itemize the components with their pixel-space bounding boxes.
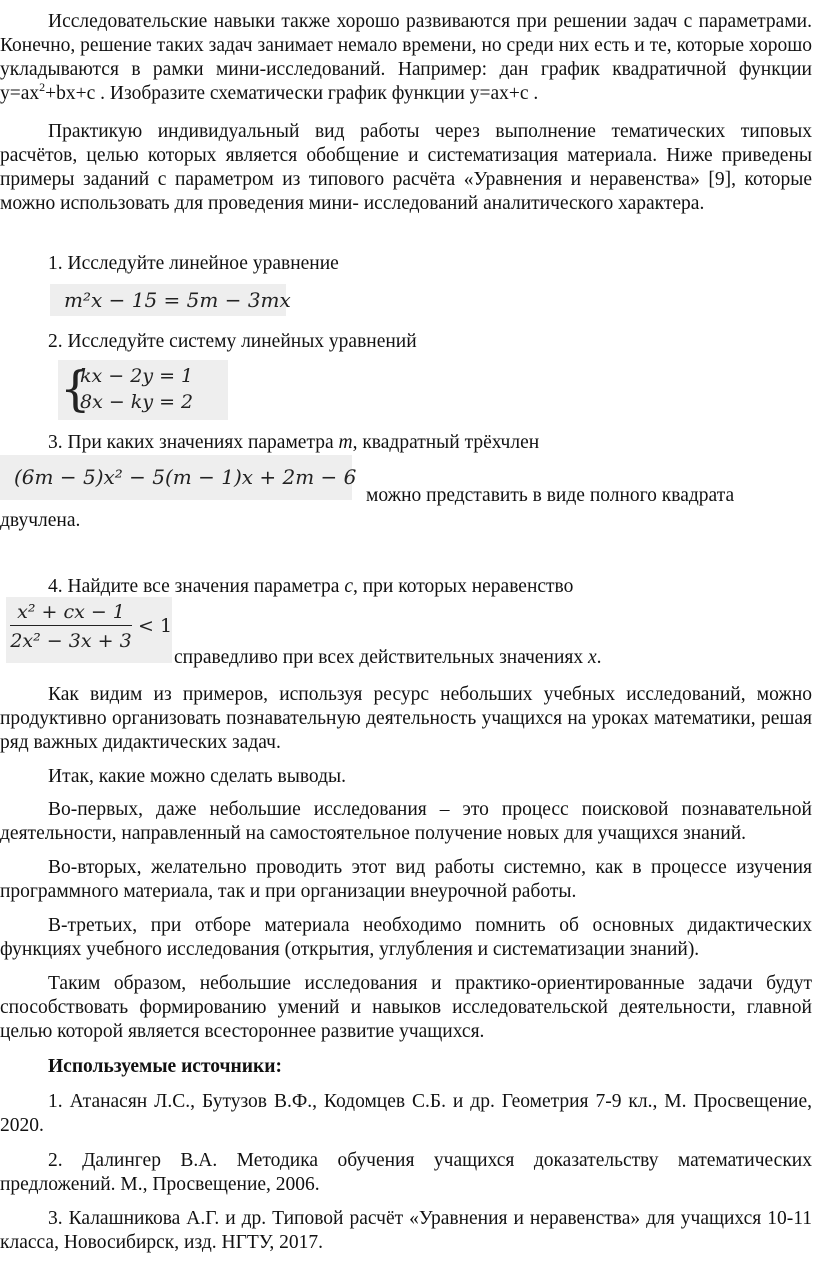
- formula-system-of-equations: [58, 360, 228, 420]
- source-item: 2. Далингер В.А. Методика обучения учащихся доказательству математических предложений. М., Просвещение, 2006.: [0, 1150, 812, 1195]
- task-3-variable: m: [338, 432, 353, 453]
- task-4-text-b: , при которых неравенство: [352, 576, 574, 597]
- task-3-text-a: 3. При каких значениях параметра: [48, 432, 334, 453]
- task-2-label: 2. Исследуйте систему линейных уравнений: [48, 331, 417, 352]
- paragraph-conclusions-question: Итак, какие можно сделать выводы.: [48, 766, 347, 787]
- task-4-text-a: 4. Найдите все значения параметра: [48, 576, 340, 597]
- task-3-label: [48, 431, 539, 455]
- task-3-end: двучлена.: [0, 510, 81, 531]
- task-4-label: [48, 575, 573, 599]
- source-item: 3. Калашникова А.Г. и др. Типовой расчёт «Уравнения и неравенства» для учащихся 10-11 класса, Новосибирск, изд. НГТУ, 2017.: [0, 1208, 812, 1253]
- inequality-relation: < 1: [138, 615, 173, 637]
- formula-inequality: [6, 597, 172, 663]
- task-1-label: 1. Исследуйте линейное уравнение: [48, 253, 339, 274]
- system-equation-2: 8x − ky = 2: [80, 391, 194, 413]
- task-4-end: .: [596, 647, 602, 668]
- formula-linear-equation: m²x − 15 = 5m − 3mx: [50, 284, 286, 316]
- formula-quadratic-trinomial: (6m − 5)x² − 5(m − 1)x + 2m − 6: [0, 455, 352, 500]
- task-3-text-b: , квадратный трёхчлен: [352, 432, 540, 453]
- task-4-text-c: справедливо при всех действительных значениях: [174, 647, 584, 668]
- brace-symbol: {: [60, 361, 91, 417]
- source-item: 1. Атанасян Л.С., Бутузов В.Ф., Кодомцев С.Б. и др. Геометрия 7-9 кл., М. Просвещение, 2020.: [0, 1091, 812, 1136]
- task-3-continuation: можно представить в виде полного квадрата: [366, 485, 735, 506]
- task-4-variable-x: x: [588, 647, 597, 668]
- fraction-denominator: 2x² − 3x + 3: [10, 630, 132, 652]
- paragraph-summary: Таким образом, небольшие исследования и практико-ориентированные задачи будут способствовать формированию умений и навыков исследовательской деятельности, главной целью которой является всестороннее развитие учащихся.: [0, 973, 812, 1042]
- system-equation-1: kx − 2y = 1: [80, 365, 194, 387]
- sources-heading-text: Используемые источники:: [48, 1056, 282, 1077]
- paragraph-conclusion-intro: Как видим из примеров, используя ресурс небольших учебных исследований, можно продуктивно организовать познавательную деятельность учащихся на уроках математики, решая ряд важных дидактических задач.: [0, 684, 812, 753]
- intro-text-a: Исследовательские навыки также хорошо развиваются при решении задач с параметрами. Конечно, решение таких задач занимает немало времени, но среди них есть и те, которые хорошо укладываются в рамки мини-исследований. Например: дан график квадратичной функции y=ax: [0, 11, 812, 104]
- paragraph-thirdly: В-третьих, при отборе материала необходимо помнить об основных дидактических функциях учебного исследования (открытия, углубления и систематизации знаний).: [0, 915, 812, 960]
- paragraph-practice: Практикую индивидуальный вид работы через выполнение тематических типовых расчётов, целью которых является обобщение и систематизация материала. Ниже приведены примеры заданий с параметром из типового расчёта «Уравнения и неравенства» [9], которые можно использовать для проведения мини- исследований аналитического характера.: [0, 121, 812, 214]
- intro-text-b: +bx+c . Изобразите схематически график функции y=ax+c .: [45, 83, 539, 104]
- task-4-variable: c: [344, 576, 353, 597]
- intro-superscript: 2: [39, 80, 46, 94]
- fraction-numerator: x² + cx − 1: [10, 599, 132, 626]
- paragraph-intro: [0, 10, 812, 106]
- paragraph-firstly: Во-первых, даже небольшие исследования – это процесс поисковой познавательной деятельности, направленный на самостоятельное получение новых для учащихся знаний.: [0, 799, 812, 844]
- task-4-continuation: [174, 646, 602, 670]
- paragraph-secondly: Во-вторых, желательно проводить этот вид работы системно, как в процессе изучения программного материала, так и при организации внеурочной работы.: [0, 857, 812, 902]
- sources-heading: [48, 1055, 282, 1079]
